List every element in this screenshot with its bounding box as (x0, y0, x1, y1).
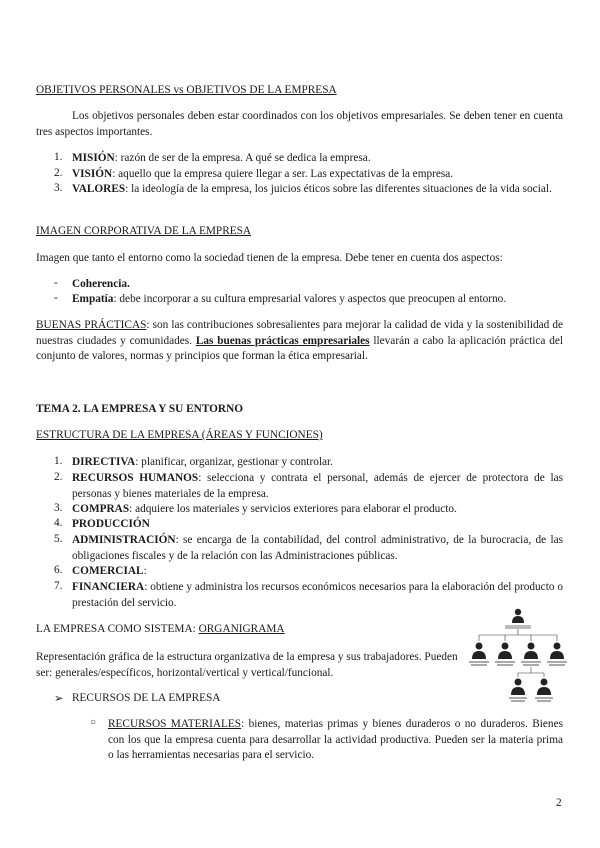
list-number: 6. (54, 564, 63, 576)
list-number: 1. (54, 455, 63, 467)
list-item-empatia: Empatía: debe incorporar a su cultura empresarial valores y aspectos que preocupen al entorno. (72, 293, 507, 305)
list-item-administracion: ADMINISTRACIÓN: se encarga de la contabilidad, del control administrativo, de la burocracia, de las obligaciones fiscales y de la relación con las Administraciones públicas. (72, 534, 563, 562)
recursos-title: RECURSOS DE LA EMPRESA (72, 692, 221, 704)
list-item-rrhh: RECURSOS HUMANOS: selecciona y contrata el personal, además de ejercer de protectora de las personas y bienes materiales de la empresa. (72, 472, 563, 500)
organigrama-description: Representación gráfica de la estructura organizativa de la empresa y sus trabajadores. Pueden ser: generales/específicos, horizontal/vertical y vertical/funcional. (36, 651, 458, 679)
list-item-produccion: PRODUCCIÓN (72, 518, 150, 530)
list-number: 2. (54, 167, 63, 179)
organigrama-diagram (468, 605, 568, 705)
tema-title: TEMA 2. LA EMPRESA Y SU ENTORNO (36, 403, 244, 415)
list-item-compras: COMPRAS: adquiere los materiales y servicios exteriores para elaborar el producto. (72, 503, 457, 515)
list-number: 2. (54, 471, 63, 483)
section-title-sistema: LA EMPRESA COMO SISTEMA: ORGANIGRAMA (36, 623, 285, 635)
list-number: 5. (54, 533, 63, 545)
objetivos-intro: Los objetivos personales deben estar coordinados con los objetivos empresariales. Se deben tener en cuenta tres aspectos importantes. (36, 110, 563, 138)
list-item-financiera: FINANCIERA: obtiene y administra los recursos económicos necesarios para la elaboración del producto o prestación del servicio. (72, 581, 563, 609)
circle-bullet-icon: ○ (90, 717, 97, 728)
list-number: 1. (54, 151, 63, 163)
bullet-dash: - (54, 292, 58, 304)
page-number: 2 (556, 797, 562, 809)
list-item-directiva: DIRECTIVA: planificar, organizar, gestionar y controlar. (72, 456, 333, 468)
buenas-practicas-paragraph: BUENAS PRÁCTICAS: son las contribuciones sobresalientes para mejorar la calidad de vida y la sostenibilidad de nuestras ciudades y comunidades. Las buenas prácticas empresariales llevarán a cabo la aplicación práctica del conjunto de valores, normas y principios que forman la ética empresarial. (36, 319, 563, 362)
recursos-materiales-paragraph: RECURSOS MATERIALES: bienes, materias primas y bienes duraderos o no duraderos. Bienes con los que la empresa cuenta para desarrollar la actividad productiva. Pueden ser la materia prima o las herramientas necesarias para el servicio. (108, 718, 563, 761)
list-item-comercial: COMERCIAL: (72, 565, 147, 577)
bullet-dash: - (54, 277, 58, 289)
list-number: 7. (54, 580, 63, 592)
list-number: 3. (54, 182, 63, 194)
list-item-mision: MISIÓN: razón de ser de la empresa. A qué se dedica la empresa. (72, 152, 371, 164)
list-number: 4. (54, 517, 63, 529)
imagen-intro: Imagen que tanto el entorno como la sociedad tienen de la empresa. Debe tener en cuenta dos aspectos: (36, 252, 503, 264)
list-number: 3. (54, 502, 63, 514)
arrow-bullet-icon: ➢ (54, 693, 64, 705)
list-item-valores: VALORES: la ideología de la empresa, los juicios éticos sobre las diferentes situaciones de la vida social. (72, 183, 552, 195)
section-title-estructura: ESTRUCTURA DE LA EMPRESA (ÁREAS Y FUNCIONES) (36, 429, 323, 441)
section-title-imagen: IMAGEN CORPORATIVA DE LA EMPRESA (36, 225, 252, 237)
section-title-objetivos: OBJETIVOS PERSONALES vs OBJETIVOS DE LA EMPRESA (36, 84, 337, 96)
list-item-coherencia: Coherencia. (72, 278, 130, 290)
list-item-vision: VISIÓN: aquello que la empresa quiere llegar a ser. Las expectativas de la empresa. (72, 168, 454, 180)
